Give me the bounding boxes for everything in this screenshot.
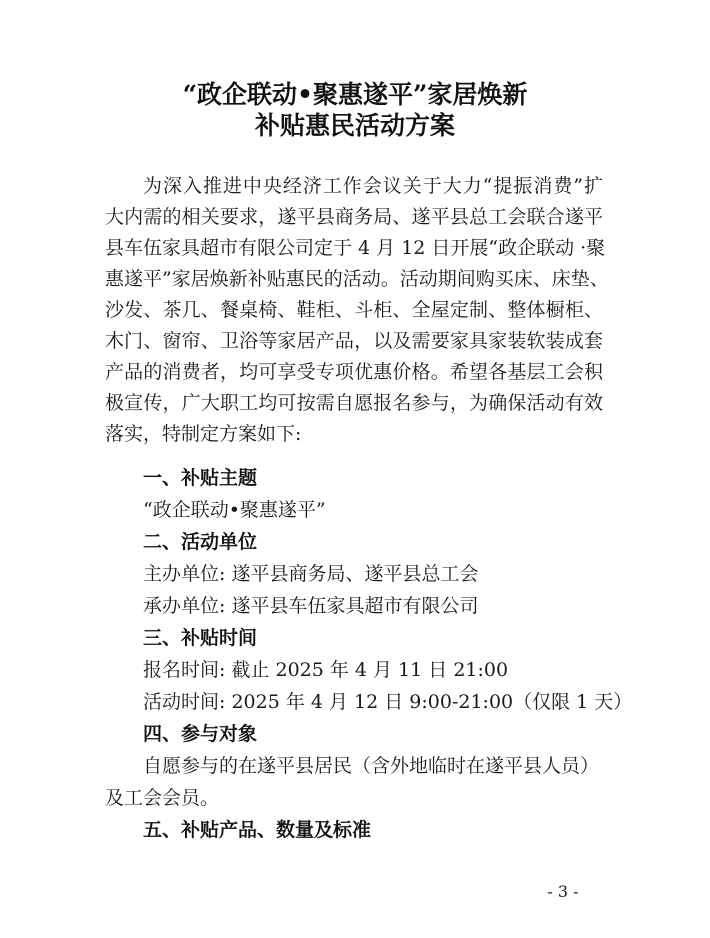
intro-line: 为深入推进中央经济工作会议关于大力“提振消费”扩 [143,175,603,197]
title-line: “政企联动•聚惠遂平”家居焕新 [182,80,528,109]
section-line: 及工会会员。 [105,787,220,809]
section-line: 报名时间: 截止 2025 年 4 月 11 日 21:00 [143,659,509,681]
section-line: 自愿参与的在遂平县居民（含外地临时在遂平县人员） [143,755,600,777]
page-number: - 3 - [547,882,579,901]
intro-line: 落实，特制定方案如下: [105,423,302,445]
title-line: 补贴惠民活动方案 [254,111,455,140]
intro-line: 产品的消费者，均可享受专项优惠价格。希望各基层工会积 [105,361,603,383]
plan-sections [105,462,633,846]
section-heading: 五、补贴产品、数量及标准 [143,819,372,841]
intro-line: 木门、窗帘、卫浴等家居产品，以及需要家具家装软装成套 [105,330,603,352]
intro-line: 大内需的相关要求，遂平县商务局、遂平县总工会联合遂平 [105,206,603,228]
intro-paragraph [105,171,609,450]
section-line: 活动时间: 2025 年 4 月 12 日 9:00-21:00（仅限 1 天） [143,691,633,713]
document-title [0,79,710,141]
section-heading: 一、补贴主题 [143,467,258,489]
section-heading: 四、参与对象 [143,723,258,745]
intro-line: 沙发、茶几、餐桌椅、鞋柜、斗柜、全屋定制、整体橱柜、 [105,299,603,321]
section-heading: 二、活动单位 [143,531,258,553]
section-line: 承办单位: 遂平县车伍家具超市有限公司 [143,595,479,617]
section-line: “政企联动•聚惠遂平” [143,499,326,521]
intro-line: 惠遂平”家居焕新补贴惠民的活动。活动期间购买床、床垫、 [105,268,609,290]
section-line: 主办单位: 遂平县商务局、遂平县总工会 [143,563,479,585]
intro-line: 县车伍家具超市有限公司定于 4 月 12 日开展“政企联动 ·聚 [105,237,606,259]
section-heading: 三、补贴时间 [143,627,258,649]
intro-line: 极宣传，广大职工均可按需自愿报名参与，为确保活动有效 [105,392,603,414]
